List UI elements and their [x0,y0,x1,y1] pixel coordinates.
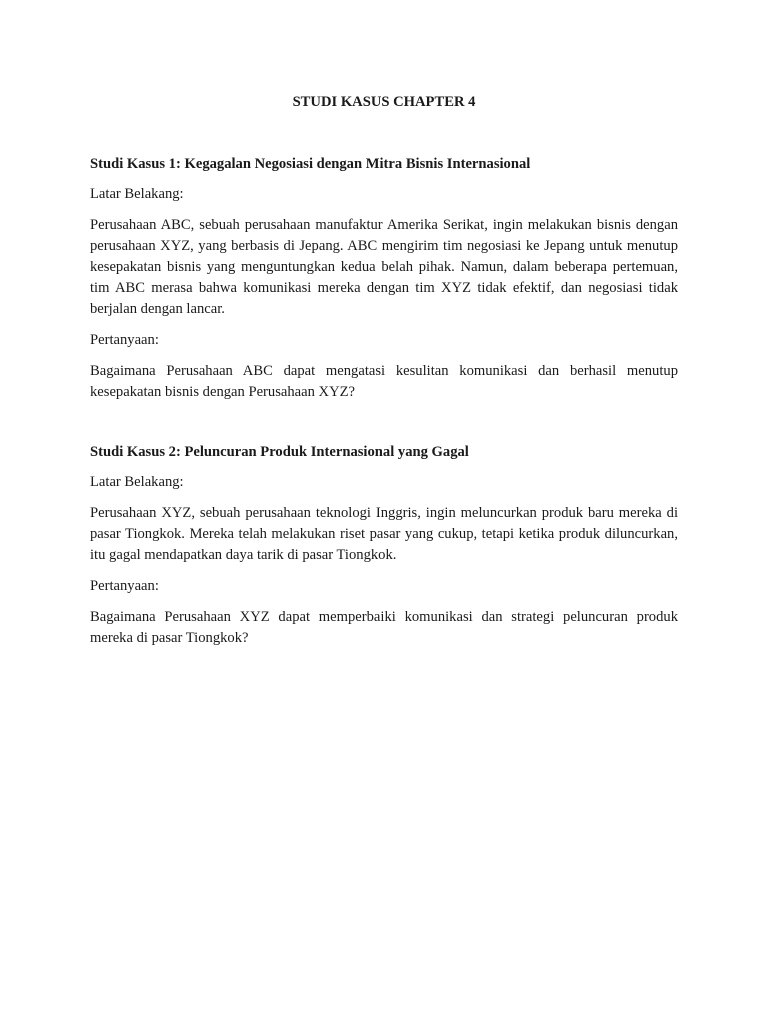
case-study-1-background-text: Perusahaan ABC, sebuah perusahaan manufaktur Amerika Serikat, ingin melakukan bisnis dengan perusahaan XYZ, yang berbasis di Jepang. ABC mengirim tim negosiasi ke Jepang untuk menutup kesepakatan bisnis yang menguntungkan kedua belah pihak. Namun, dalam beberapa pertemuan, tim ABC merasa bahwa komunikasi mereka dengan tim XYZ tidak efektif, dan negosiasi tidak berjalan dengan lancar. [90,217,678,317]
case-study-2-heading: Studi Kasus 2: Peluncuran Produk Internasional yang Gagal [90,444,469,460]
case-study-1 [90,154,678,413]
case-study-2-question-text: Bagaimana Perusahaan XYZ dapat memperbaiki komunikasi dan strategi peluncuran produk mereka di pasar Tiongkok? [90,609,678,646]
case-study-2-background-text: Perusahaan XYZ, sebuah perusahaan teknologi Inggris, ingin meluncurkan produk baru mereka di pasar Tiongkok. Mereka telah melakukan riset pasar yang cukup, tetapi ketika produk diluncurkan, itu gagal mendapatkan daya tarik di pasar Tiongkok. [90,505,678,563]
document-title: STUDI KASUS CHAPTER 4 [292,94,476,110]
case-study-1-question-text: Bagaimana Perusahaan ABC dapat mengatasi kesulitan komunikasi dan berhasil menutup kesepakatan bisnis dengan Perusahaan XYZ? [90,363,678,400]
case-study-1-background-label: Latar Belakang: [90,186,184,202]
case-study-1-heading: Studi Kasus 1: Kegagalan Negosiasi dengan Mitra Bisnis Internasional [90,156,531,172]
case-study-1-question-label: Pertanyaan: [90,332,159,348]
case-study-2-question-label: Pertanyaan: [90,578,159,594]
case-study-2 [90,442,678,659]
case-study-2-background-label: Latar Belakang: [90,474,184,490]
